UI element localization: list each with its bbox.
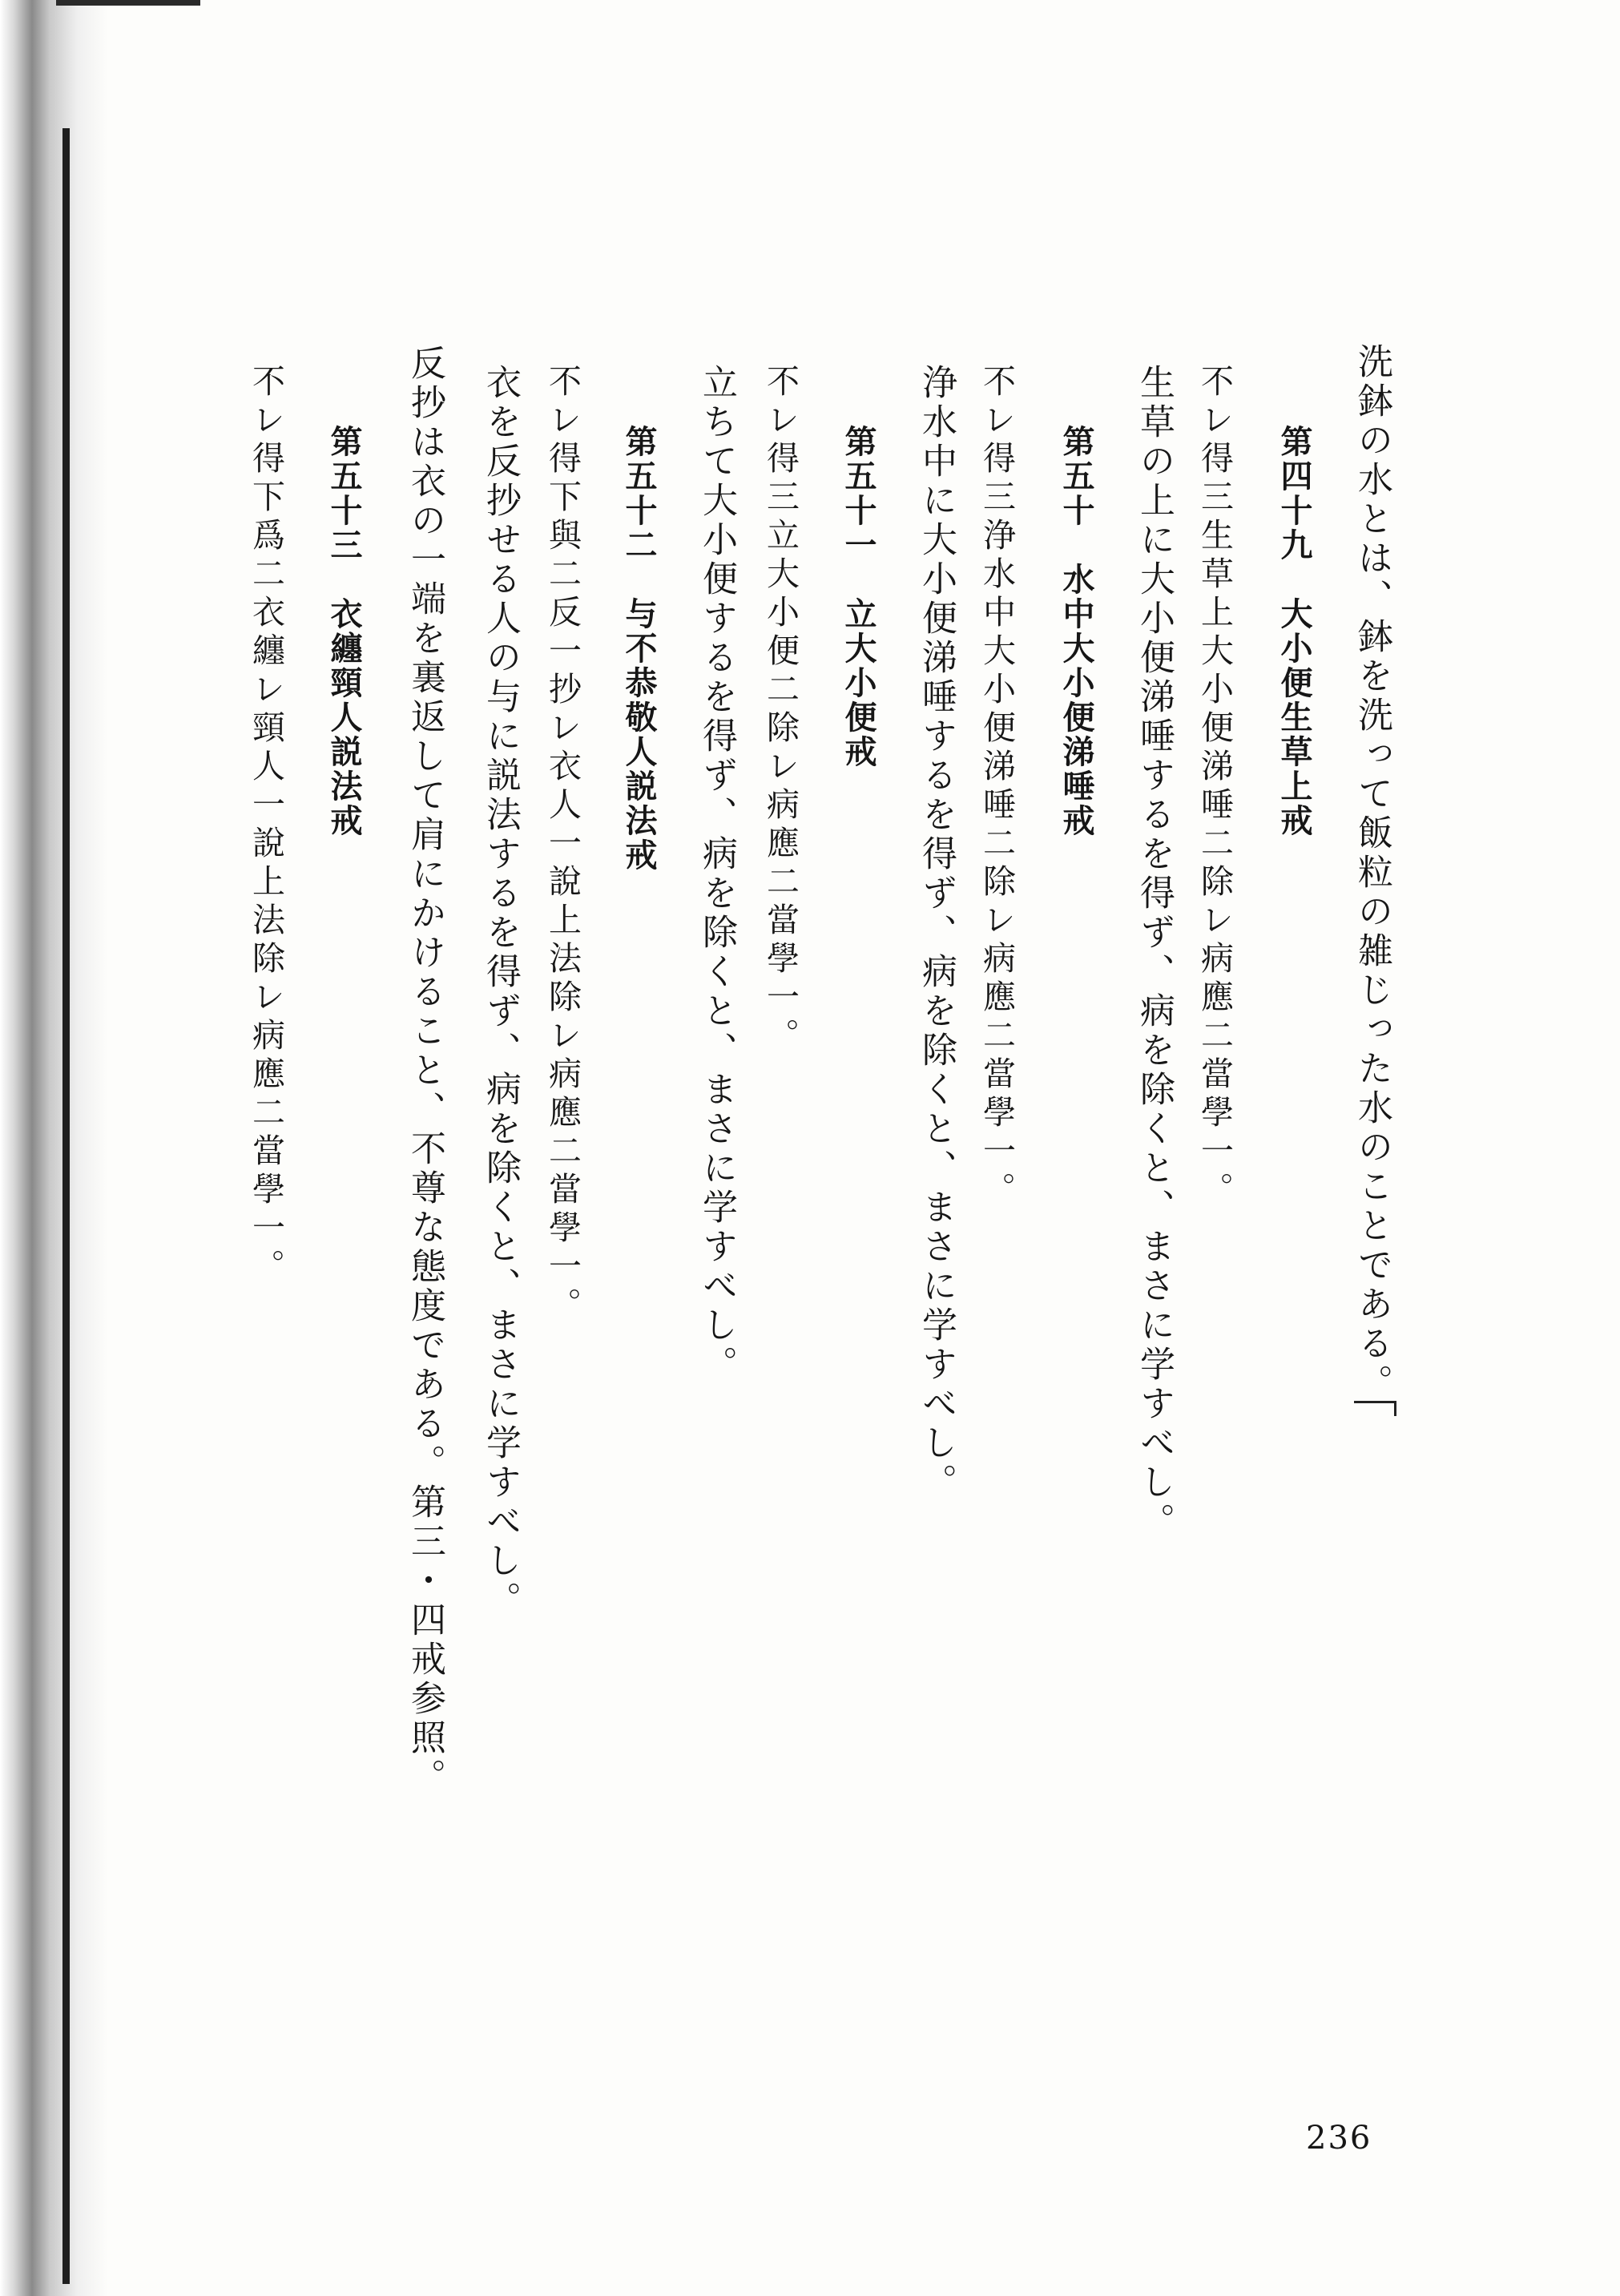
rule-heading-53: 第五十三 衣纏頸人説法戒	[325, 425, 362, 838]
rule-heading-50: 第五十 水中大小便涕唾戒	[1058, 425, 1094, 838]
text-column-14: 反抄は衣の一端を裏返して肩にかけること、不尊な態度である。第三・四戒参照。	[405, 345, 445, 1798]
kanbun-line-51: 不レ得三立大小便二除レ病應二當學一。	[761, 364, 800, 1056]
rule-heading-51: 第五十一 立大小便戒	[840, 425, 876, 769]
text-column-1: 洗鉢の水とは、鉢を洗って飯粒の雑じった水のことである。	[1352, 343, 1392, 1403]
text-column-10: 立ちて大小便するを得ず、病を除くと、まさに学すべし。	[696, 364, 737, 1385]
text-column-7: 浄水中に大小便涕唾するを得ず、病を除くと、まさに学すべし。	[916, 364, 957, 1503]
kanbun-line-50: 不レ得三浄水中大小便涕唾二除レ病應二當學一。	[977, 364, 1016, 1210]
kanbun-line-53: 不レ得下爲二衣纏レ頸人一說上法除レ病應二當學一。	[247, 364, 285, 1287]
kanbun-line-52: 不レ得下與二反一抄レ衣人一說上法除レ病應二當學一。	[543, 364, 582, 1326]
text-column-4: 生草の上に大小便涕唾するを得ず、病を除くと、まさに学すべし。	[1134, 364, 1175, 1542]
rule-heading-52: 第五十二 与不恭敬人説法戒	[620, 425, 657, 873]
kanbun-line-49: 不レ得三生草上大小便涕唾二除レ病應二當學一。	[1195, 364, 1234, 1210]
closing-bracket-mark	[1354, 1401, 1396, 1416]
rule-heading-49: 第四十九 大小便生草上戒	[1275, 425, 1312, 838]
page-number: 236	[1306, 2120, 1372, 2157]
text-column-13: 衣を反抄せる人の与に説法するを得ず、病を除くと、まさに学すべし。	[480, 364, 521, 1620]
